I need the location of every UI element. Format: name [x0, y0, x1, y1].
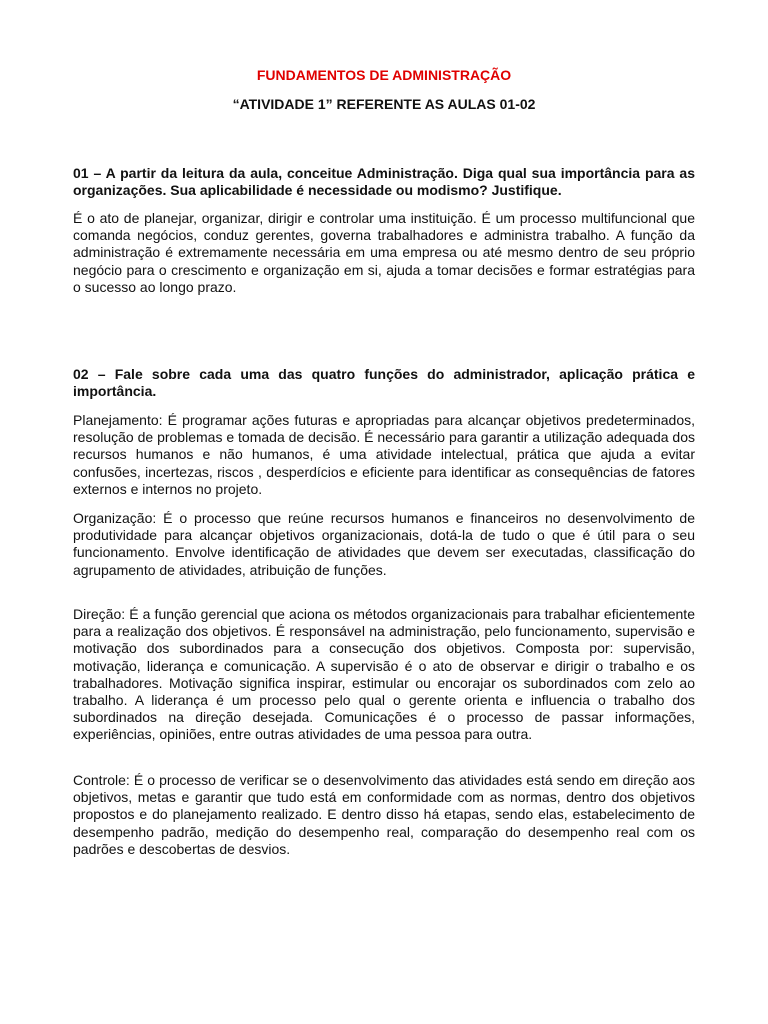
answer-2-planejamento: Planejamento: É programar ações futuras e apropriadas para alcançar objetivos predeterminados, resolução de problemas e tomada de decisão. É necessário para garantir a utilização adequada dos recursos humanos e não humanos, é uma atividade intelectual, prática que ajuda a evitar confusões, incertezas, riscos , desperdícios e eficiente para identificar as consequências de fatores externos e internos no projeto.	[73, 412, 695, 497]
answer-2-direcao: Direção: É a função gerencial que aciona os métodos organizacionais para trabalhar eficientemente para a realização dos objetivos. É responsável na administração, pelo funcionamento, supervisão e motivação dos subordinados para a consecução dos objetivos. Composta por: supervisão, motivação, liderança e comunicação. A supervisão é o ato de observar e dirigir o trabalho e os trabalhadores. Motivação significa inspirar, estimular ou encorajar os subordinados com zelo ao trabalho. A liderança é um processo pelo qual o gerente orienta e influencia o trabalho dos subordinados na direção desejada. Comunicações é o processo de passar informações, experiências, opiniões, entre outras atividades de uma pessoa para outra.	[73, 606, 695, 743]
answer-1-paragraph: É o ato de planejar, organizar, dirigir e controlar uma instituição. É um processo multifuncional que comanda negócios, conduz gerentes, governa trabalhadores e administra trabalho. A função da administração é extremamente necessária em uma empresa ou até mesmo dentro de seu próprio negócio para o crescimento e organização em si, ajuda a tomar decisões e formar estratégias para o sucesso ao longo prazo.	[73, 210, 695, 295]
question-1: 01 – A partir da leitura da aula, conceitue Administração. Diga qual sua importância para as organizações. Sua aplicabilidade é necessidade ou modismo? Justifique.	[73, 165, 695, 198]
question-2: 02 – Fale sobre cada uma das quatro funções do administrador, aplicação prática e importância.	[73, 366, 695, 399]
document-title: FUNDAMENTOS DE ADMINISTRAÇÃO	[256, 67, 512, 83]
document-subtitle: “ATIVIDADE 1” REFERENTE AS AULAS 01-02	[232, 96, 536, 112]
answer-2-controle: Controle: É o processo de verificar se o desenvolvimento das atividades está sendo em direção aos objetivos, metas e garantir que tudo está em conformidade com as normas, dentro dos objetivos propostos e do planejamento realizado. E dentro disso há etapas, sendo elas, estabelecimento de desempenho padrão, medição do desempenho real, comparação do desempenho real com os padrões e descobertas de desvios.	[73, 772, 695, 857]
answer-2-organizacao: Organização: É o processo que reúne recursos humanos e financeiros no desenvolvimento de produtividade para alcançar objetivos organizacionais, dotá-la de tudo o que é útil para o seu funcionamento. Envolve identificação de atividades que devem ser executadas, classificação do agrupamento de atividades, atribuição de funções.	[73, 510, 695, 578]
